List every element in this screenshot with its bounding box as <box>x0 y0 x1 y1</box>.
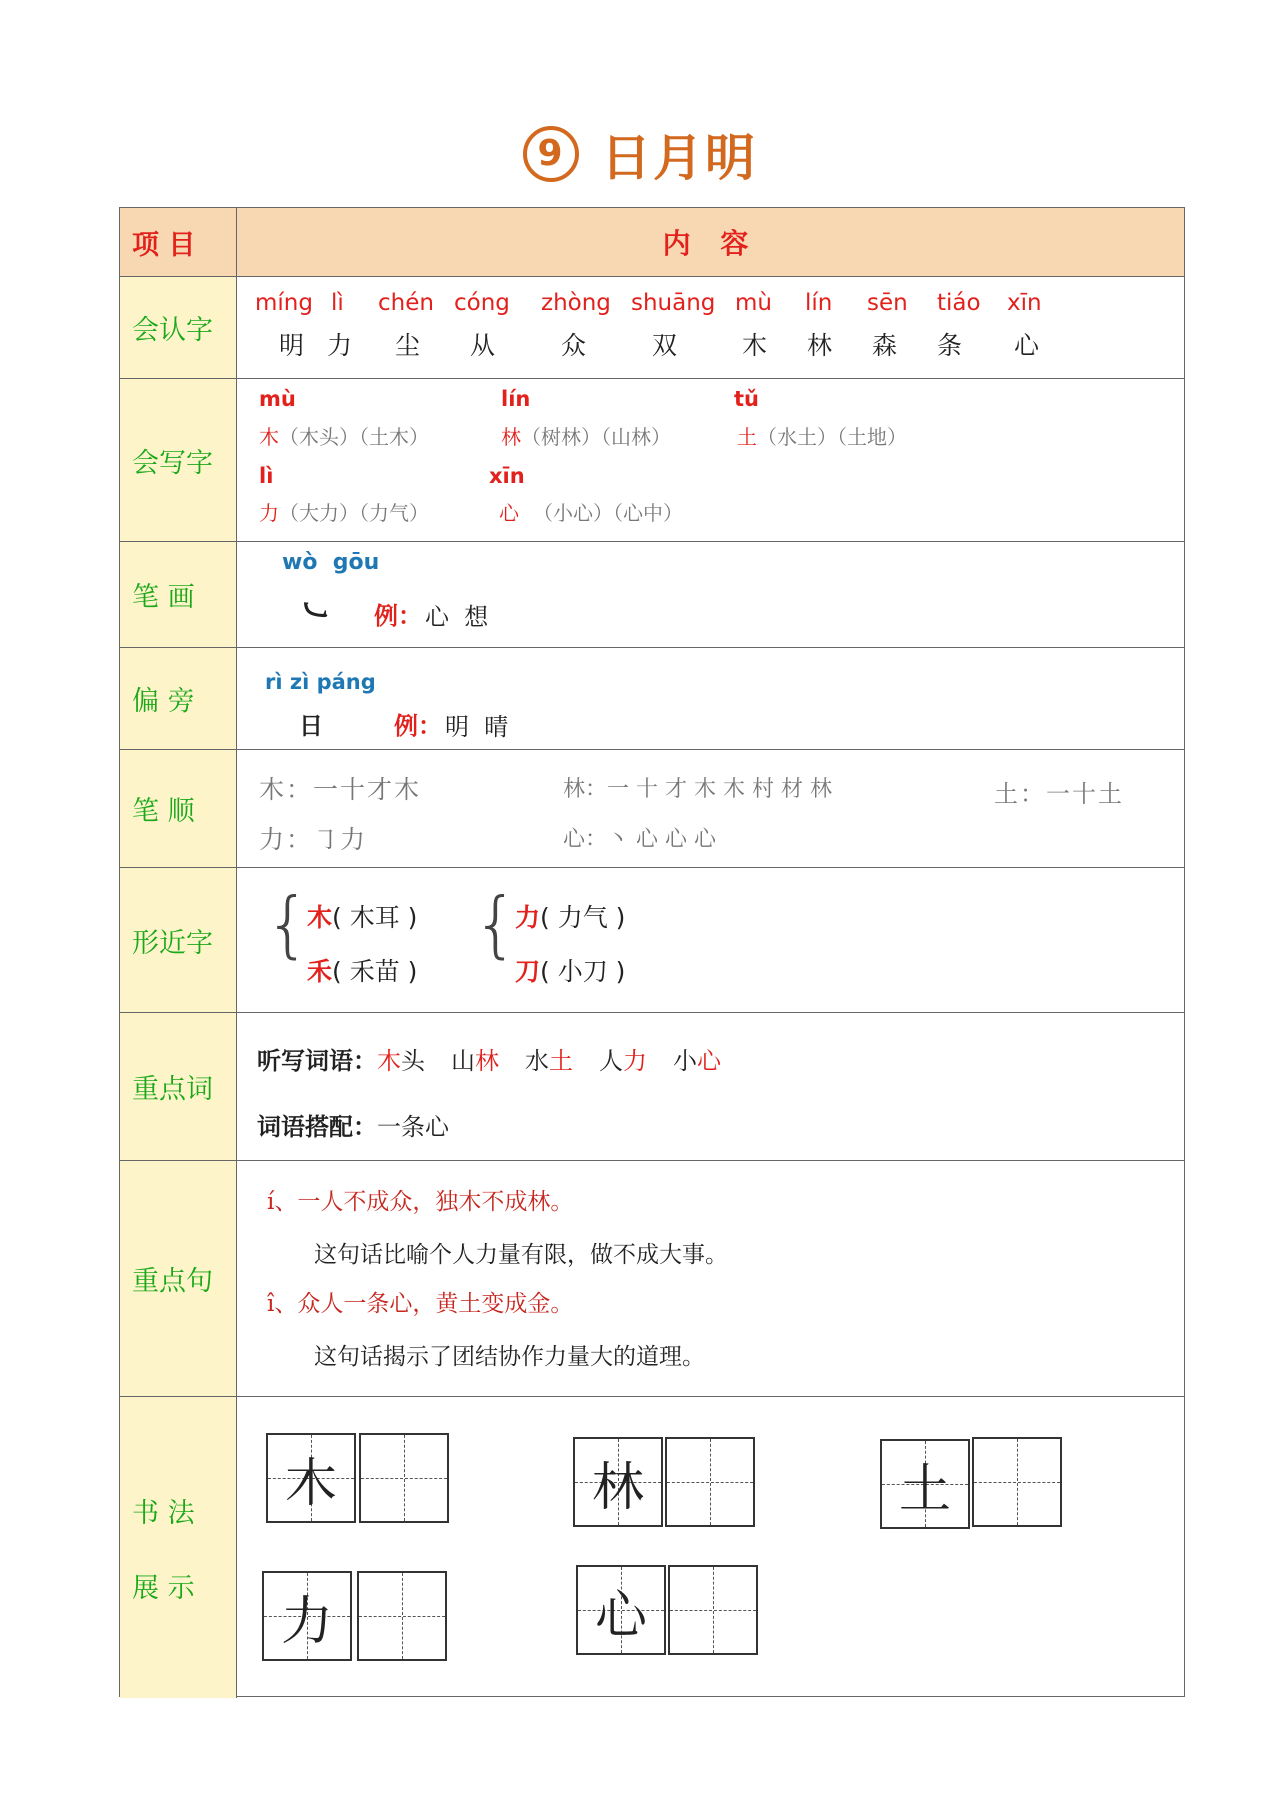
sentences-row <box>120 1161 1184 1397</box>
recognize-hz: 心 <box>1014 331 1040 360</box>
recognize-py: shuāng <box>631 290 716 316</box>
write-row <box>120 379 1184 542</box>
radical-symbol: 日 <box>299 712 323 740</box>
recognize-content <box>237 277 1184 378</box>
practice-box-empty <box>357 1571 447 1661</box>
radical-row <box>120 648 1184 750</box>
stroke-label: 笔 画 <box>120 542 237 647</box>
recognize-hz: 从 <box>470 331 496 360</box>
page-title <box>0 118 1280 190</box>
write-py: tǔ <box>734 387 759 411</box>
write-entry <box>499 497 683 526</box>
write-content <box>237 379 1184 541</box>
write-char: 土 <box>737 425 757 449</box>
recognize-py: xīn <box>1007 290 1042 316</box>
write-words: （树林）（山林） <box>521 425 671 449</box>
recognize-hz: 明 <box>279 331 305 360</box>
similar-content <box>237 868 1184 1012</box>
recognize-hz: 森 <box>872 331 898 360</box>
header-label: 项 目 <box>120 208 237 276</box>
write-py: lì <box>259 464 274 488</box>
stroke-row <box>120 542 1184 648</box>
similar-char: 木 <box>307 903 333 932</box>
order-item: 心：丶 心 心 心 <box>563 827 716 852</box>
write-char: 心 <box>499 501 519 525</box>
similar-char: 禾 <box>307 957 333 986</box>
write-words: （小心）（心中） <box>533 501 683 525</box>
practice-box-empty <box>359 1433 449 1523</box>
recognize-hz: 木 <box>742 331 768 360</box>
sentence-text: î、众人一条心，黄土变成金。 <box>267 1291 574 1317</box>
dictation-line <box>257 1041 721 1076</box>
write-py: xīn <box>489 464 525 488</box>
collocation-text: 一条心 <box>377 1113 449 1141</box>
keywords-row <box>120 1013 1184 1161</box>
similar-entry <box>307 898 417 934</box>
practice-box <box>576 1565 666 1655</box>
write-entry <box>259 497 429 526</box>
similar-words: ( 力气 ) <box>540 903 626 932</box>
recognize-hz: 条 <box>937 331 963 360</box>
recognize-py: mù <box>735 290 772 316</box>
write-py: lín <box>501 387 531 411</box>
dictation-word: 水土 <box>525 1047 573 1075</box>
similar-entry <box>515 898 625 934</box>
similar-words: ( 禾苗 ) <box>332 957 418 986</box>
recognize-py: tiáo <box>937 290 981 316</box>
radical-example-label: 例： <box>394 712 442 740</box>
recognize-hz: 双 <box>652 331 678 360</box>
practice-char: 木 <box>284 1453 337 1514</box>
calligraphy-label <box>120 1397 237 1698</box>
write-words: （大力）（力气） <box>279 501 429 525</box>
write-entry <box>259 421 429 450</box>
recognize-label: 会认字 <box>120 277 237 378</box>
practice-box <box>573 1437 663 1527</box>
radical-label: 偏 旁 <box>120 648 237 749</box>
sentence-text: í、一人不成众，独木不成林。 <box>267 1189 574 1215</box>
write-words: （水土）（土地） <box>757 425 907 449</box>
write-words: （木头）（土木） <box>279 425 429 449</box>
similar-char: 刀 <box>515 957 541 986</box>
practice-char: 林 <box>591 1457 644 1518</box>
order-item: 木：一十才木 <box>259 775 422 804</box>
write-char: 林 <box>501 425 521 449</box>
practice-char: 力 <box>280 1591 333 1652</box>
order-item: 林：一 十 才 木 木 村 材 林 <box>563 777 832 802</box>
left-brace-icon: { <box>473 882 519 966</box>
recognize-hz: 众 <box>561 331 587 360</box>
wogou-stroke-icon: ㇃ <box>299 592 332 630</box>
calligraphy-label-line: 展 示 <box>132 1572 195 1604</box>
stroke-example-label: 例： <box>374 602 422 630</box>
calligraphy-content <box>237 1397 1184 1698</box>
stroke-content <box>237 542 1184 647</box>
recognize-py: lì <box>331 290 344 316</box>
practice-char: 心 <box>594 1585 647 1646</box>
recognize-py: chén <box>378 290 434 316</box>
recognize-py: sēn <box>867 290 908 316</box>
recognize-row <box>120 277 1184 379</box>
recognize-py: cóng <box>454 290 510 316</box>
dictation-word: 人力 <box>599 1047 647 1075</box>
recognize-hz: 力 <box>327 331 353 360</box>
calligraphy-label-line: 书 法 <box>132 1497 195 1529</box>
dictation-word: 小心 <box>673 1047 721 1075</box>
keywords-label: 重点词 <box>120 1013 237 1160</box>
collocation-label: 词语搭配： <box>257 1113 377 1141</box>
practice-char: 土 <box>898 1459 951 1520</box>
recognize-py: míng <box>255 290 313 316</box>
similar-words: ( 小刀 ) <box>540 957 626 986</box>
write-char: 木 <box>259 425 279 449</box>
practice-box <box>266 1433 356 1523</box>
practice-box-empty <box>972 1437 1062 1527</box>
calligraphy-row <box>120 1397 1184 1698</box>
order-label: 笔 顺 <box>120 750 237 867</box>
sentences-label: 重点句 <box>120 1161 237 1396</box>
write-char: 力 <box>259 501 279 525</box>
similar-char: 力 <box>515 903 541 932</box>
similar-entry <box>515 952 625 988</box>
stroke-py: wò gōu <box>282 550 380 575</box>
practice-box <box>880 1439 970 1529</box>
title-number: 9 <box>523 126 579 182</box>
similar-words: ( 木耳 ) <box>332 903 418 932</box>
sentence-note: 这句话比喻个人力量有限，做不成大事。 <box>314 1242 728 1268</box>
collocation-line <box>257 1107 449 1142</box>
similar-row <box>120 868 1184 1013</box>
practice-box <box>262 1571 352 1661</box>
write-label: 会写字 <box>120 379 237 541</box>
header-row <box>120 208 1184 277</box>
title-text: 日月明 <box>601 129 757 187</box>
radical-content <box>237 648 1184 749</box>
left-brace-icon: { <box>265 882 311 966</box>
lesson-table <box>119 207 1185 1697</box>
recognize-hz: 林 <box>807 331 833 360</box>
keywords-content <box>237 1013 1184 1160</box>
dictation-word: 木头 <box>377 1047 425 1075</box>
stroke-examples: 心 想 <box>425 603 489 631</box>
write-entry <box>737 421 907 450</box>
recognize-py: zhòng <box>541 290 611 316</box>
practice-box-empty <box>665 1437 755 1527</box>
header-content: 内 容 <box>237 208 1184 276</box>
order-item: 力：㇆力 <box>259 825 368 854</box>
radical-py: rì zì páng <box>265 670 376 694</box>
similar-label: 形近字 <box>120 868 237 1012</box>
recognize-hz: 尘 <box>395 331 421 360</box>
order-content <box>237 750 1184 867</box>
write-py: mù <box>259 387 296 411</box>
order-item: 土：一十土 <box>994 780 1124 808</box>
sentences-content <box>237 1161 1184 1396</box>
dictation-label: 听写词语： <box>257 1047 377 1075</box>
recognize-py: lín <box>805 290 833 316</box>
dictation-word: 山林 <box>451 1047 499 1075</box>
similar-entry <box>307 952 417 988</box>
order-row <box>120 750 1184 868</box>
sentence-note: 这句话揭示了团结协作力量大的道理。 <box>314 1344 705 1370</box>
write-entry <box>501 421 671 450</box>
practice-box-empty <box>668 1565 758 1655</box>
radical-examples: 明 晴 <box>445 713 509 741</box>
